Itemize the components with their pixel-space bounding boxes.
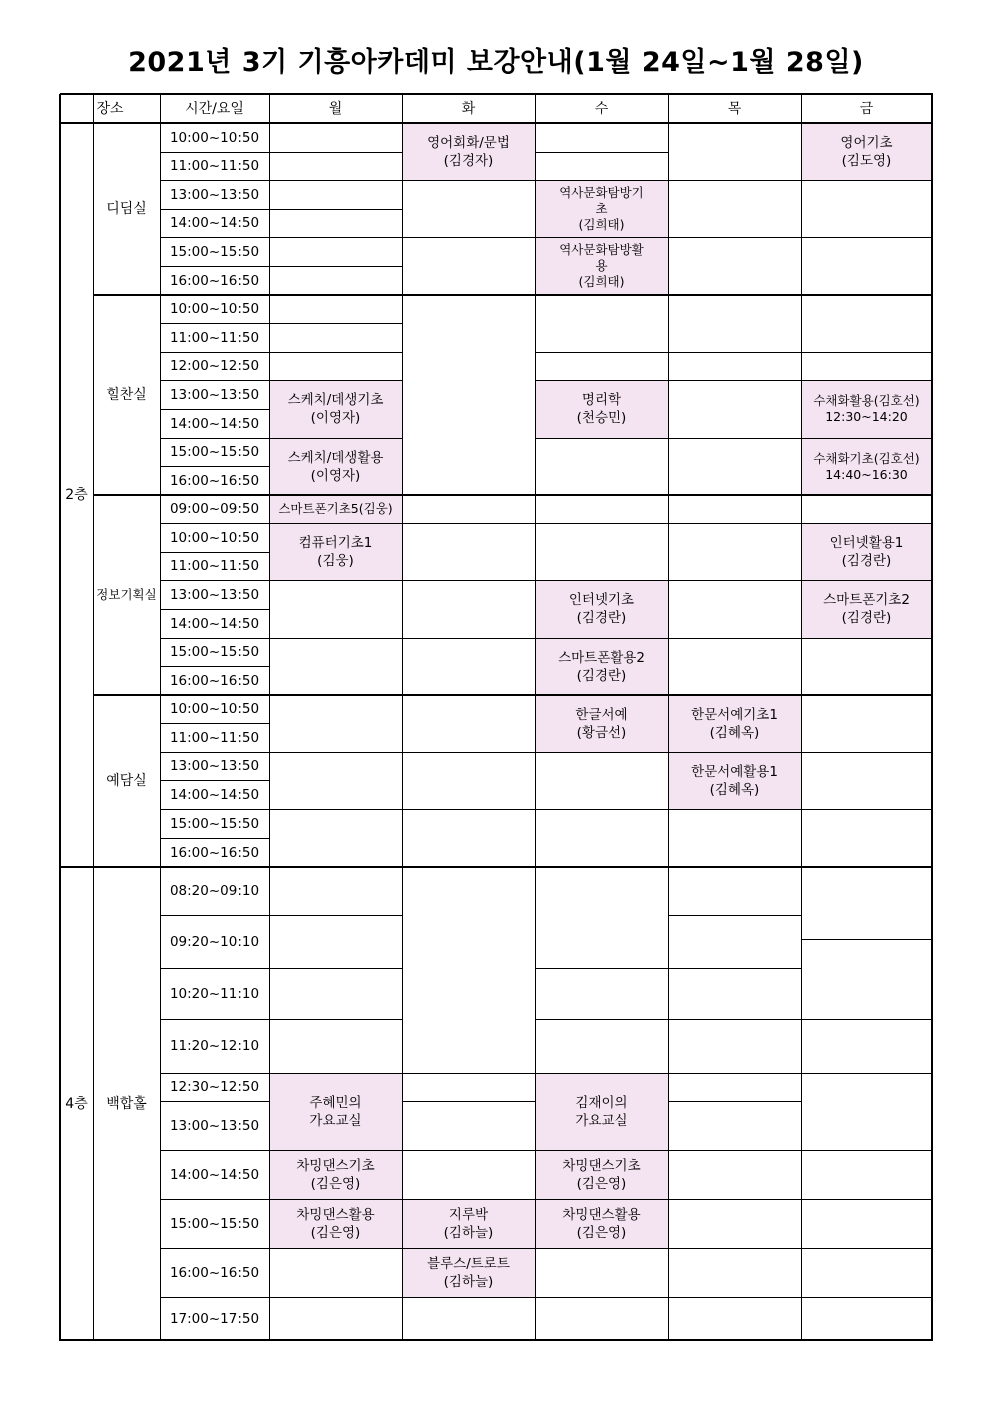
time-cell: 11:00~11:50 — [169, 329, 260, 346]
class-cell: 영어회화/문법 (김경자) — [402, 123, 535, 180]
grid-line — [269, 638, 403, 639]
class-cell: 스마트폰활용2 (김경란) — [535, 638, 668, 695]
class-cell: 주혜민의 가요교실 — [269, 1073, 402, 1150]
grid-line — [160, 609, 270, 610]
grid-line — [535, 438, 669, 439]
grid-line — [60, 1339, 933, 1341]
grid-line — [535, 152, 669, 153]
grid-line — [801, 380, 933, 381]
time-cell: 16:00~16:50 — [169, 1264, 260, 1281]
grid-line — [160, 780, 270, 781]
grid-line — [269, 180, 403, 181]
header-day: 화 — [461, 100, 476, 117]
time-cell: 16:00~16:50 — [169, 472, 260, 489]
grid-line — [402, 1101, 536, 1102]
grid-line — [160, 1150, 270, 1151]
class-cell: 역사문화탐방활 용 (김희태) — [535, 237, 668, 295]
time-cell: 10:00~10:50 — [169, 129, 260, 146]
grid-line — [269, 1199, 403, 1200]
time-cell: 10:00~10:50 — [169, 301, 260, 317]
grid-line — [160, 352, 270, 353]
grid-line — [269, 380, 403, 381]
class-cell: 차밍댄스기초 (김은영) — [269, 1150, 402, 1199]
grid-line — [160, 523, 270, 524]
header-day: 금 — [859, 100, 874, 117]
class-cell: 한문서예기초1 (김혜옥) — [668, 695, 801, 752]
grid-line — [269, 752, 403, 753]
room-label: 디딤실 — [106, 201, 147, 217]
class-cell: 스마트폰기초5(김웅) — [269, 495, 402, 523]
grid-line — [160, 380, 270, 381]
grid-line — [402, 237, 536, 238]
grid-line — [402, 1199, 536, 1200]
room-label: 힐찬실 — [106, 387, 147, 403]
grid-line — [668, 1101, 802, 1102]
time-cell: 15:00~15:50 — [169, 444, 260, 460]
grid-line — [535, 638, 669, 639]
time-cell: 16:00~16:50 — [169, 844, 260, 861]
time-cell: 16:00~16:50 — [169, 672, 260, 689]
class-cell: 블루스/트로트 (김하늘) — [402, 1248, 535, 1297]
grid-line — [160, 152, 270, 153]
grid-line — [535, 580, 669, 581]
grid-line — [801, 180, 933, 181]
time-cell: 15:00~15:50 — [169, 815, 260, 832]
class-cell: 한글서예 (황금선) — [535, 695, 668, 752]
grid-line — [535, 1297, 669, 1298]
time-cell: 11:00~11:50 — [169, 558, 260, 574]
grid-line — [160, 552, 270, 553]
time-cell: 14:00~14:50 — [169, 786, 260, 803]
grid-line — [668, 237, 802, 238]
grid-line — [402, 1073, 536, 1074]
grid-line — [402, 1297, 536, 1298]
time-cell: 09:00~09:50 — [169, 501, 260, 517]
grid-line — [535, 380, 669, 381]
grid-line — [93, 494, 933, 496]
time-cell: 09:20~10:10 — [169, 933, 260, 950]
grid-line — [402, 523, 536, 524]
grid-line — [402, 638, 536, 639]
grid-line — [160, 809, 270, 810]
grid-line — [269, 237, 403, 238]
grid-line — [160, 266, 270, 267]
grid-line — [60, 122, 933, 124]
time-cell: 12:30~12:50 — [169, 1079, 260, 1095]
grid-line — [668, 1073, 802, 1074]
grid-line — [160, 580, 270, 581]
grid-line — [535, 1019, 669, 1020]
grid-line — [402, 1150, 536, 1151]
time-cell: 13:00~13:50 — [169, 386, 260, 403]
time-cell: 14:00~14:50 — [169, 1166, 260, 1183]
time-cell: 11:00~11:50 — [169, 158, 260, 174]
time-cell: 10:00~10:50 — [169, 701, 260, 717]
class-cell: 인터넷활용1 (김경란) — [801, 523, 932, 580]
grid-line — [535, 352, 669, 353]
header-day: 월 — [328, 100, 343, 117]
grid-line — [160, 180, 270, 181]
grid-line — [801, 1297, 933, 1298]
grid-line — [269, 968, 403, 969]
grid-line — [269, 1019, 403, 1020]
grid-line — [60, 93, 933, 95]
class-cell: 인터넷기초 (김경란) — [535, 580, 668, 638]
class-cell: 차밍댄스활용 (김은영) — [269, 1199, 402, 1248]
time-cell: 11:20~12:10 — [169, 1038, 260, 1054]
grid-line — [535, 1248, 669, 1249]
grid-line — [801, 939, 933, 940]
grid-line — [269, 915, 403, 916]
grid-line — [160, 1073, 270, 1074]
grid-line — [160, 438, 270, 439]
grid-line — [160, 1199, 270, 1200]
grid-line — [801, 1248, 933, 1249]
time-cell: 14:00~14:50 — [169, 415, 260, 432]
grid-line — [668, 352, 802, 353]
time-cell: 11:00~11:50 — [169, 729, 260, 746]
grid-line — [801, 438, 933, 439]
grid-line — [93, 694, 933, 696]
grid-line — [402, 1248, 536, 1249]
time-cell: 16:00~16:50 — [169, 272, 260, 289]
grid-line — [535, 237, 669, 238]
grid-line — [668, 809, 802, 810]
header-time: 시간/요일 — [185, 100, 244, 117]
grid-line — [801, 94, 802, 1341]
time-cell: 13:00~13:50 — [169, 586, 260, 603]
grid-line — [402, 752, 536, 753]
grid-line — [535, 1073, 669, 1074]
room-label: 정보기획실 — [96, 587, 157, 602]
grid-line — [535, 523, 669, 524]
grid-line — [402, 180, 536, 181]
grid-line — [801, 523, 933, 524]
grid-line — [668, 915, 802, 916]
class-cell: 김재이의 가요교실 — [535, 1073, 668, 1150]
grid-line — [402, 580, 536, 581]
grid-line — [160, 968, 270, 969]
grid-line — [535, 180, 669, 181]
grid-line — [801, 752, 933, 753]
grid-line — [668, 1199, 802, 1200]
grid-line — [269, 580, 403, 581]
grid-line — [535, 968, 669, 969]
class-cell: 스케치/데생기초 (이영자) — [269, 380, 402, 438]
floor-label: 2층 — [65, 487, 88, 503]
grid-line — [668, 438, 802, 439]
time-cell: 10:20~11:10 — [169, 985, 260, 1002]
grid-line — [269, 323, 403, 324]
grid-line — [160, 915, 270, 916]
grid-line — [160, 838, 270, 839]
class-cell: 차밍댄스기초 (김은영) — [535, 1150, 668, 1199]
grid-line — [269, 1248, 403, 1249]
class-cell: 차밍댄스활용 (김은영) — [535, 1199, 668, 1248]
grid-line — [160, 1101, 270, 1102]
grid-line — [668, 94, 669, 1341]
grid-line — [801, 1073, 933, 1074]
grid-line — [93, 294, 933, 296]
grid-line — [801, 352, 933, 353]
grid-line — [60, 866, 933, 868]
grid-line — [269, 94, 270, 1341]
grid-line — [402, 94, 403, 1341]
grid-line — [801, 1019, 933, 1020]
time-cell: 10:00~10:50 — [169, 529, 260, 546]
time-cell: 14:00~14:50 — [169, 615, 260, 632]
grid-line — [931, 94, 933, 1341]
time-cell: 15:00~15:50 — [169, 243, 260, 260]
grid-line — [668, 1150, 802, 1151]
grid-line — [801, 237, 933, 238]
header-day: 목 — [727, 100, 742, 117]
page-title: 2021년 3기 기흥아카데미 보강안내(1월 24일~1월 28일) — [128, 47, 864, 78]
grid-line — [160, 1019, 270, 1020]
grid-line — [269, 1150, 403, 1151]
grid-line — [269, 152, 403, 153]
grid-line — [269, 209, 403, 210]
grid-line — [535, 1199, 669, 1200]
grid-line — [668, 1248, 802, 1249]
room-label: 예담실 — [106, 773, 147, 789]
class-cell: 명리학 (천승민) — [535, 380, 668, 438]
grid-line — [668, 638, 802, 639]
grid-line — [801, 638, 933, 639]
grid-line — [535, 94, 536, 1341]
grid-line — [160, 666, 270, 667]
grid-line — [668, 1019, 802, 1020]
class-cell: 지루박 (김하늘) — [402, 1199, 535, 1248]
grid-line — [160, 723, 270, 724]
grid-line — [269, 352, 403, 353]
grid-line — [160, 752, 270, 753]
time-cell: 15:00~15:50 — [169, 644, 260, 660]
grid-line — [160, 1297, 270, 1298]
header-day: 수 — [594, 100, 609, 117]
class-cell: 수채화활용(김호선) 12:30~14:20 — [801, 380, 932, 438]
floor-label: 4층 — [65, 1095, 88, 1112]
grid-line — [269, 1297, 403, 1298]
time-cell: 12:00~12:50 — [169, 358, 260, 374]
header-place: 장소 — [96, 100, 124, 117]
time-cell: 13:00~13:50 — [169, 758, 260, 774]
grid-line — [668, 523, 802, 524]
time-cell: 17:00~17:50 — [169, 1310, 260, 1327]
room-label: 백합홀 — [106, 1095, 147, 1112]
time-cell: 13:00~13:50 — [169, 1117, 260, 1134]
grid-line — [160, 466, 270, 467]
grid-line — [801, 580, 933, 581]
time-cell: 13:00~13:50 — [169, 186, 260, 203]
grid-line — [535, 1150, 669, 1151]
grid-line — [59, 94, 61, 1341]
grid-line — [269, 438, 403, 439]
class-cell: 스케치/데생활용 (이영자) — [269, 438, 402, 495]
grid-line — [801, 1199, 933, 1200]
grid-line — [269, 523, 403, 524]
grid-line — [160, 1248, 270, 1249]
grid-line — [160, 409, 270, 410]
time-cell: 08:20~09:10 — [169, 883, 260, 899]
grid-line — [535, 752, 669, 753]
class-cell: 영어기초 (김도영) — [801, 123, 932, 180]
class-cell: 수채화기초(김호선) 14:40~16:30 — [801, 438, 932, 495]
grid-line — [668, 380, 802, 381]
grid-line — [160, 209, 270, 210]
grid-line — [93, 94, 94, 1341]
grid-line — [402, 809, 536, 810]
class-cell: 스마트폰기초2 (김경란) — [801, 580, 932, 638]
grid-line — [535, 809, 669, 810]
grid-line — [801, 809, 933, 810]
grid-line — [269, 1073, 403, 1074]
grid-line — [668, 752, 802, 753]
class-cell: 한문서예활용1 (김혜옥) — [668, 752, 801, 809]
grid-line — [160, 94, 161, 1341]
grid-line — [269, 809, 403, 810]
class-cell: 역사문화탐방기 초 (김희태) — [535, 180, 668, 237]
time-cell: 14:00~14:50 — [169, 215, 260, 231]
grid-line — [269, 266, 403, 267]
grid-line — [160, 638, 270, 639]
class-cell: 컴퓨터기초1 (김웅) — [269, 523, 402, 580]
grid-line — [668, 1297, 802, 1298]
grid-line — [160, 237, 270, 238]
grid-line — [668, 180, 802, 181]
grid-line — [668, 968, 802, 969]
grid-line — [801, 1150, 933, 1151]
time-cell: 15:00~15:50 — [169, 1215, 260, 1232]
grid-line — [668, 580, 802, 581]
grid-line — [160, 323, 270, 324]
